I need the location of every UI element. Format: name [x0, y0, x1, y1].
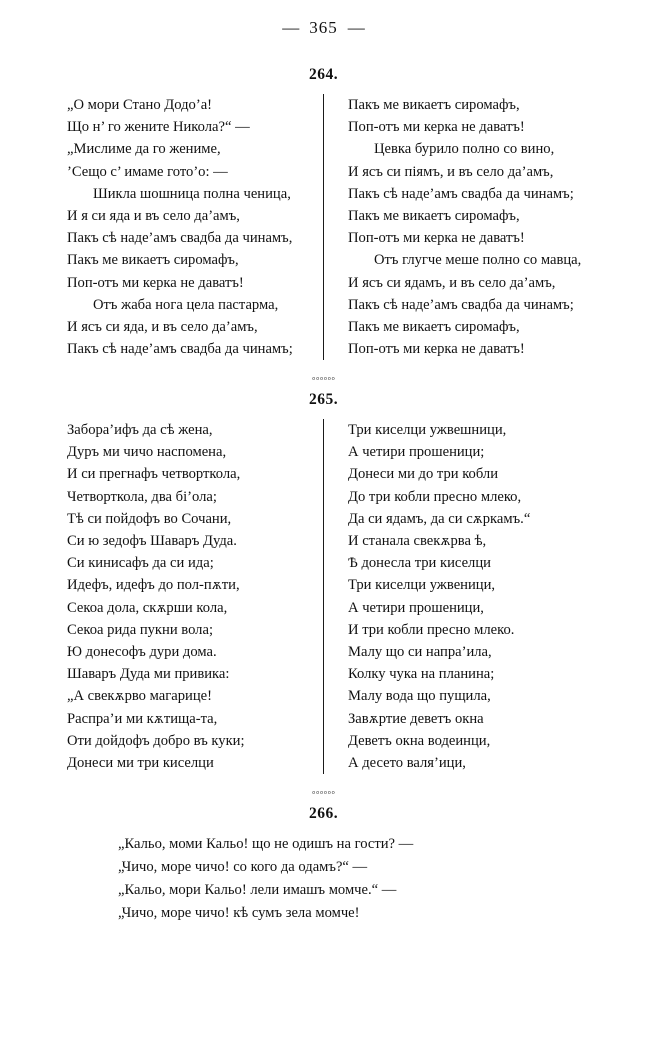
- verse-line: Малу вода що пущила,: [348, 688, 491, 705]
- verse-line: Пакъ сѣ наде’амъ свадба да чинамъ;: [67, 341, 293, 358]
- verse-line: Дуръ ми чичо наспомена,: [67, 444, 227, 461]
- song-264-right-column: [326, 94, 594, 360]
- verse-line: Пакъ сѣ наде’амъ свадба да чинамъ,: [67, 230, 293, 247]
- song-number-265: 265.: [308, 390, 339, 408]
- verse-line: „Кальо, моми Кальо! що не одишъ на гости? —: [118, 835, 414, 852]
- page-number: 365: [309, 18, 338, 37]
- ornament-glyph: ◦◦◦◦◦◦: [311, 372, 336, 385]
- verse-line: А десето валя’ици,: [348, 754, 466, 771]
- ornament-glyph: ◦◦◦◦◦◦: [311, 786, 336, 799]
- section-ornament: [0, 372, 647, 384]
- verse-line: Завѫртие деветъ окна: [348, 710, 484, 727]
- song-266-body: [0, 833, 647, 925]
- verse-line: А четири прошеници;: [348, 444, 485, 461]
- verse-line: Поп-отъ ми керка не даватъ!: [348, 119, 525, 136]
- verse-line: Пакъ сѣ наде’амъ свадба да чинамъ;: [348, 185, 574, 202]
- verse-line: Четворткола, два бі’ола;: [67, 488, 217, 505]
- verse-line: Пакъ ме викаетъ сиромафъ,: [348, 97, 520, 113]
- verse-line: И ясъ си піямъ, и въ село да’амъ,: [348, 163, 554, 180]
- verse-line: Поп-отъ ми керка не даватъ!: [67, 274, 244, 291]
- verse-line: Колку чука на планина;: [348, 666, 495, 683]
- verse-line: Пакъ ме викаетъ сиромафъ,: [348, 319, 520, 336]
- verse-line: И я си яда и въ село да’амъ,: [67, 208, 240, 225]
- verse-line: Отъ жаба нога цела пастарма,: [93, 296, 279, 313]
- verse-line: Що н’ го жените Никола?“ —: [67, 119, 250, 136]
- column-divider: [323, 419, 324, 774]
- verse-line: А четири прошеници,: [348, 599, 484, 616]
- verse-line: Донеси ми три киселци: [67, 754, 214, 771]
- song-number-264: 264.: [308, 66, 339, 83]
- song-number-266: 266.: [308, 804, 339, 822]
- verse-line: Отъ глугче меше полно со мавца,: [374, 252, 582, 269]
- verse-line: „Мислиме да го жениме,: [67, 141, 221, 158]
- verse-line: Пакъ сѣ наде’амъ свадба да чинамъ;: [348, 296, 574, 313]
- verse-line: И си прегнафъ четворткола,: [67, 466, 241, 483]
- verse-line: Три киселци ужвеници,: [348, 577, 496, 594]
- verse-line: Оти дойдофъ добро въ куки;: [67, 732, 245, 749]
- verse-line: И станала свекѫрва ѣ,: [348, 532, 487, 549]
- verse-line: ’Сещо с’ имаме гото’о: —: [67, 163, 228, 180]
- verse-line: „О мори Стано Додо’а!: [67, 97, 213, 113]
- verse-line: Да си ядамъ, да си сѫркамъ.“: [348, 510, 531, 527]
- verse-line: Цевка бурило полно со вино,: [374, 141, 555, 158]
- verse-line: Тѣ си пойдофъ во Сочани,: [67, 510, 232, 527]
- verse-line: „Чичо, море чичо! кѣ сумъ зела момче!: [118, 904, 360, 921]
- verse-line: Секоа рида пукни вола;: [67, 621, 213, 638]
- song-265-left-column: [53, 419, 321, 774]
- verse-line: И ясъ си яда, и въ село да’амъ,: [67, 319, 258, 336]
- verse-line: „Чичо, море чичо! со кого да одамъ?“ —: [118, 858, 368, 875]
- document-page: [0, 18, 647, 1042]
- page-header-dash-right: —: [347, 18, 365, 37]
- verse-line: „А свекѫрво магарице!: [67, 688, 212, 705]
- verse-line: Пакъ ме викаетъ сиромафъ,: [67, 252, 239, 269]
- verse-line: Поп-отъ ми керка не даватъ!: [348, 230, 525, 247]
- song-264-body: [0, 94, 647, 360]
- verse-line: Деветъ окна водеинци,: [348, 732, 491, 749]
- verse-line: Секоа дола, скѫрши кола,: [67, 599, 228, 616]
- verse-line: Си ю зедофъ Шаваръ Дуда.: [67, 532, 237, 549]
- verse-line: Поп-отъ ми керка не даватъ!: [348, 341, 525, 358]
- verse-line: Донеси ми до три кобли: [348, 466, 499, 483]
- column-divider: [323, 94, 324, 360]
- page-header-dash-left: —: [282, 18, 300, 37]
- verse-line: Пакъ ме викаетъ сиромафъ,: [348, 208, 520, 225]
- verse-line: „Кальо, мори Кальо! лели имашъ момче.“ —: [118, 881, 397, 898]
- verse-line: Шикла шошница полна ченица,: [93, 185, 291, 202]
- verse-line: Малу що си напра’ила,: [348, 643, 492, 660]
- verse-line: Шаваръ Дуда ми привика:: [67, 666, 230, 683]
- verse-line: Ю донесофъ дури дома.: [67, 643, 217, 660]
- verse-line: Распра’и ми кѫтища-та,: [67, 710, 218, 727]
- verse-line: Три киселци ужвешници,: [348, 421, 507, 438]
- page-header: [0, 18, 647, 38]
- section-ornament: [0, 786, 647, 798]
- verse-line: До три кобли пресно млеко,: [348, 488, 522, 505]
- verse-line: Забора’ифъ да сѣ жена,: [67, 421, 213, 438]
- verse-line: Си кинисафъ да си ида;: [67, 555, 214, 572]
- verse-line: И три кобли пресно млеко.: [348, 621, 515, 638]
- verse-line: И ясъ си ядамъ, и въ село да’амъ,: [348, 274, 556, 291]
- verse-line: Ѣ донесла три киселци: [348, 555, 491, 572]
- verse-line: Идефъ, идефъ до пол-пѫти,: [67, 577, 240, 594]
- song-264-left-column: [53, 94, 321, 360]
- song-265-body: [0, 419, 647, 774]
- song-265-right-column: [326, 419, 594, 774]
